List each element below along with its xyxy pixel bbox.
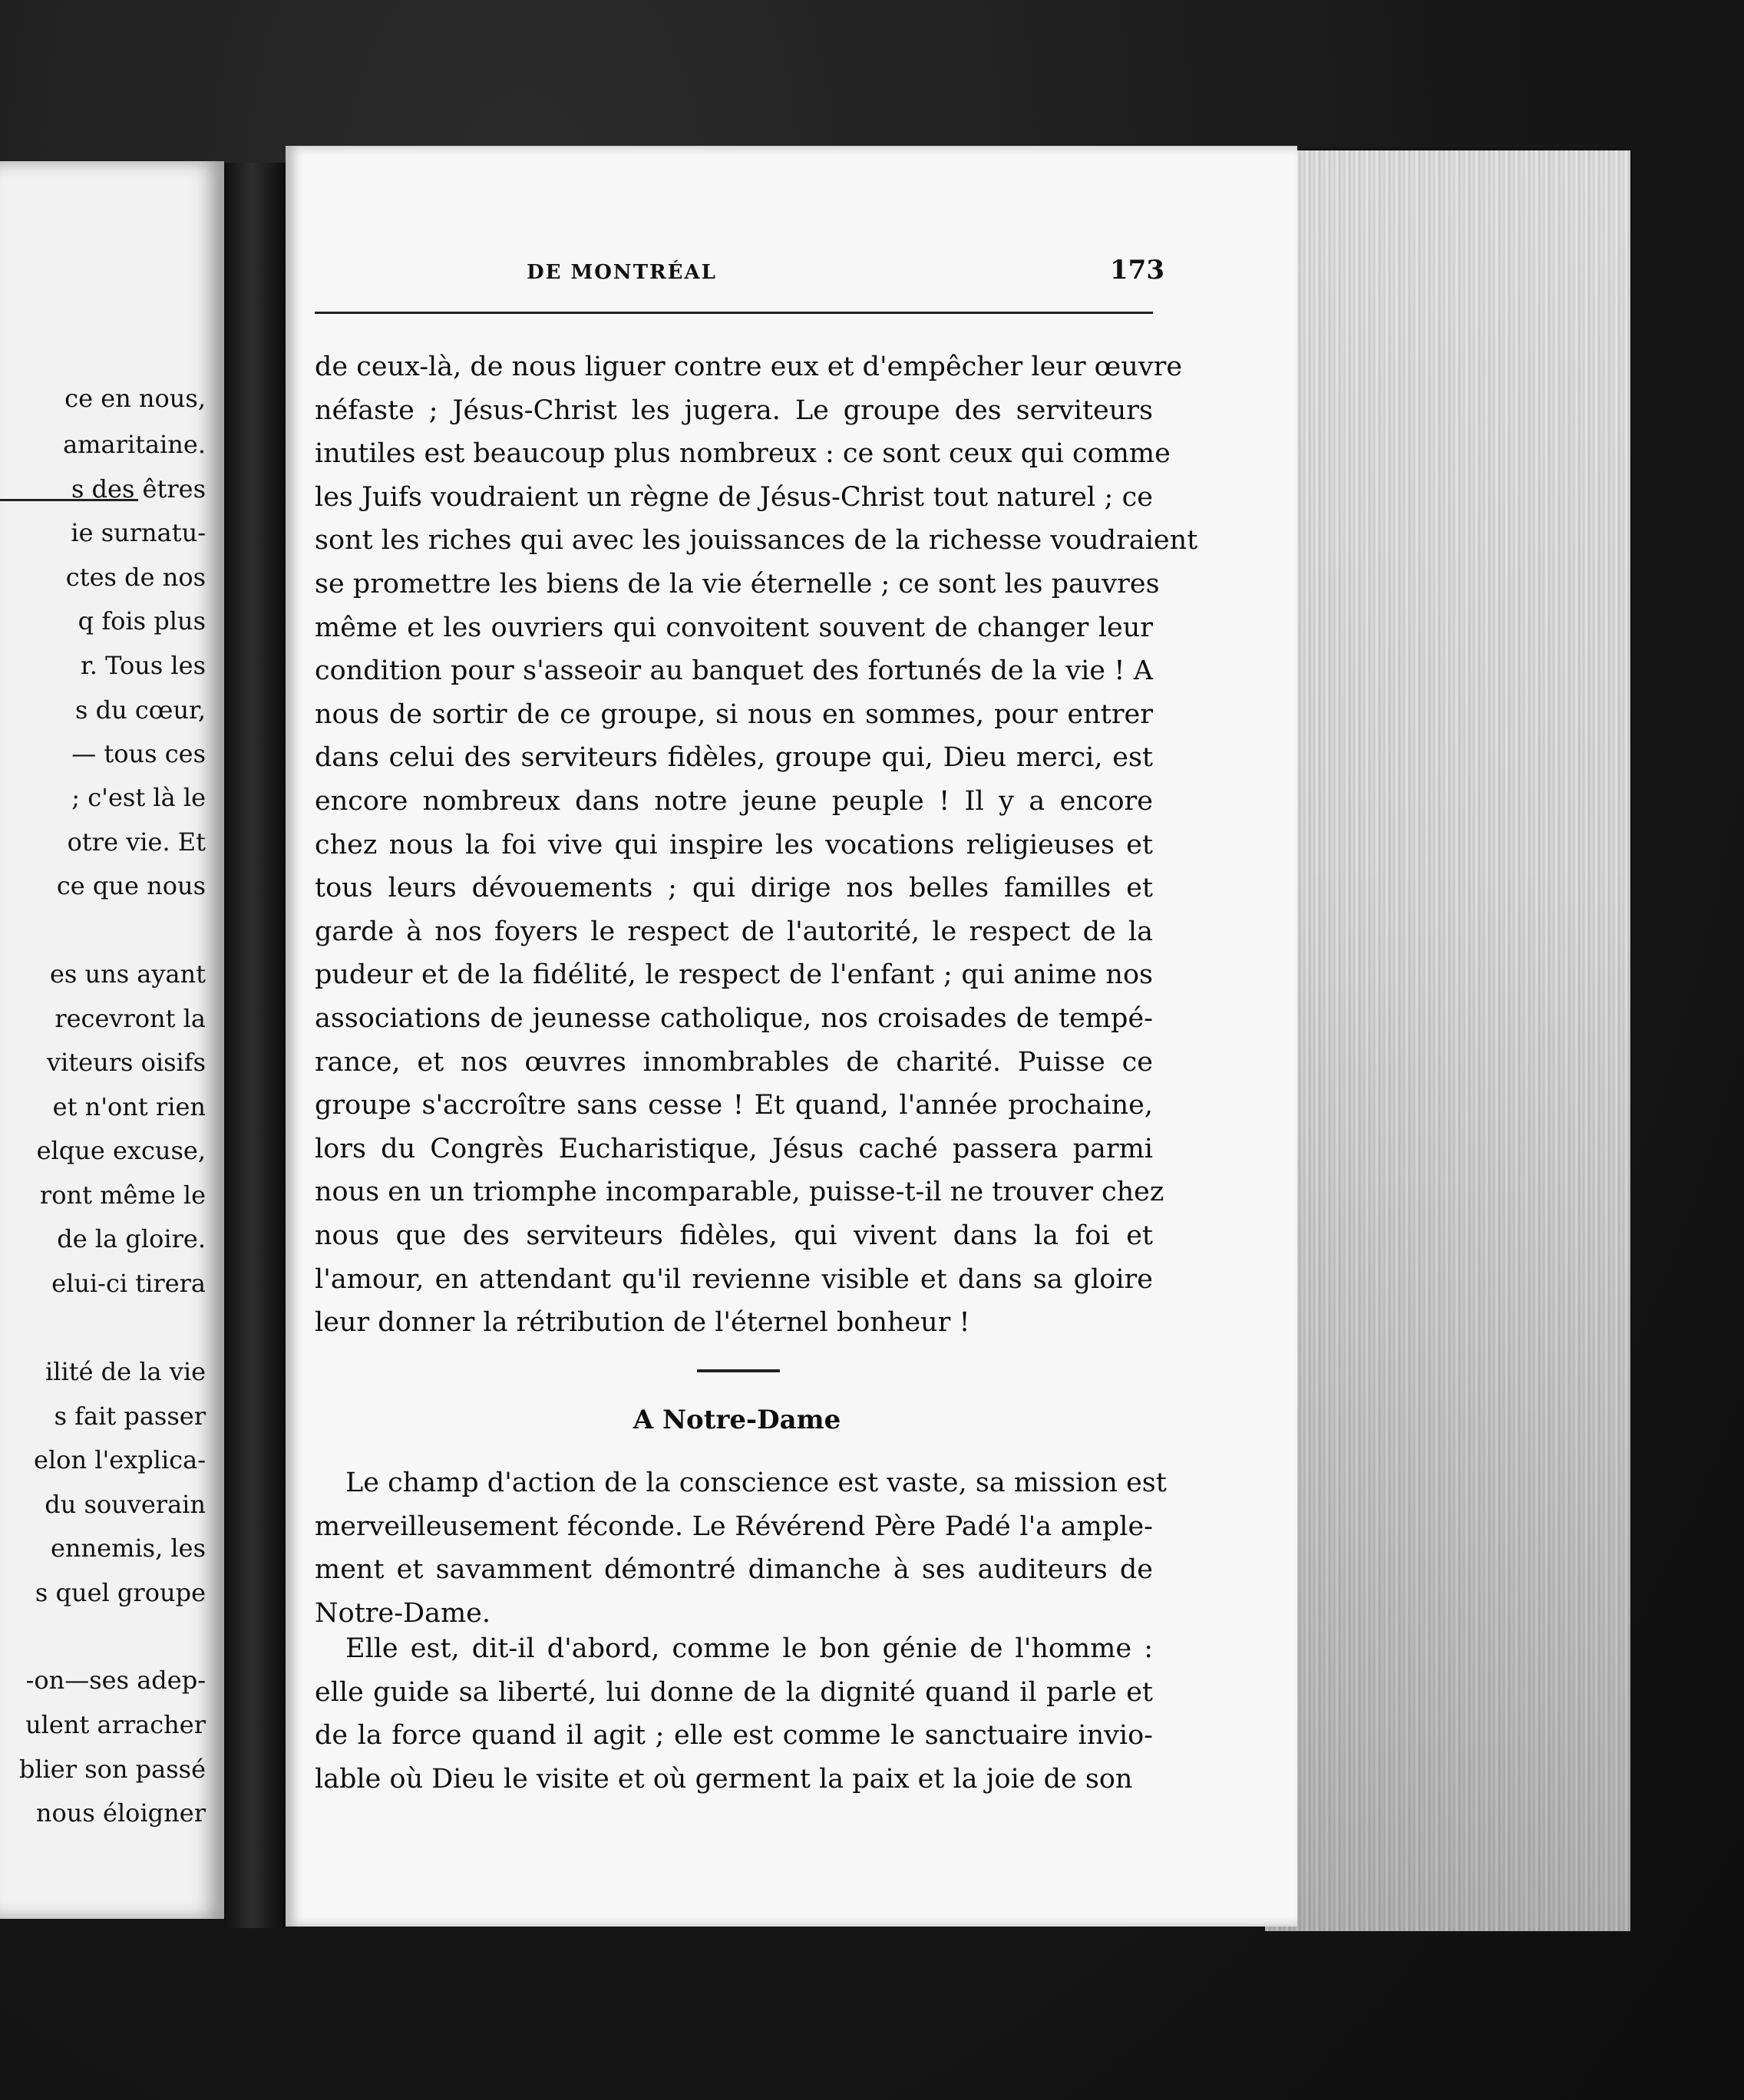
book-gutter — [224, 163, 286, 1928]
left-page-line: de la gloire. — [57, 1224, 206, 1253]
paragraph1-line: leur donner la rétribution de l'éternel bonheur ! — [315, 1307, 970, 1339]
left-page-line: — tous ces — [71, 739, 206, 768]
paragraph2-line: merveilleusement féconde. Le Révérend Père Padé l'a ample- — [315, 1511, 1153, 1542]
page-number: 173 — [1110, 255, 1164, 286]
left-page-line: s des êtres — [71, 474, 206, 504]
left-page-line: elque excuse, — [36, 1136, 206, 1165]
paragraph1-line: inutiles est beaucoup plus nombreux : ce sont ceux qui comme — [315, 438, 1171, 470]
left-page-line: elui-ci tirera — [51, 1269, 206, 1298]
left-page-line: otre vie. Et — [67, 827, 206, 857]
left-page-line: ie surnatu- — [71, 518, 206, 547]
left-page-line: es uns ayant — [49, 959, 206, 989]
left-page-line: s du cœur, — [75, 695, 206, 725]
paragraph1-line: nous de sortir de ce groupe, si nous en sommes, pour entrer — [315, 698, 1153, 730]
paragraph1-line: de ceux-là, de nous liguer contre eux et d'empêcher leur œuvre — [315, 352, 1183, 382]
header-rule — [315, 312, 1153, 314]
paragraph1-line: garde à nos foyers le respect de l'autorité, le respect de la — [315, 916, 1153, 947]
left-page-line: ; c'est là le — [71, 783, 206, 812]
left-page-line: -on—ses adep- — [25, 1666, 206, 1695]
left-page-line: ctes de nos — [65, 563, 206, 592]
paragraph1-line: même et les ouvriers qui convoitent souvent de changer leur — [315, 612, 1153, 643]
running-head: DE MONTRÉAL — [527, 261, 717, 284]
section-title: A Notre-Dame — [633, 1405, 841, 1435]
left-page-line: s quel groupe — [35, 1578, 206, 1607]
paragraph1-line: l'amour, en attendant qu'il revienne visible et dans sa gloire — [315, 1263, 1153, 1295]
left-page-line: elon l'explica- — [34, 1445, 206, 1474]
paragraph1-line: chez nous la foi vive qui inspire les vocations religieuses et — [315, 829, 1153, 860]
left-page-line: amaritaine. — [63, 430, 206, 459]
paragraph1-line: les Juifs voudraient un règne de Jésus-Christ tout naturel ; ce — [315, 481, 1153, 513]
paragraph1-line: condition pour s'asseoir au banquet des fortunés de la vie ! A — [315, 655, 1153, 687]
paragraph1-line: groupe s'accroître sans cesse ! Et quand, l'année prochaine, — [315, 1090, 1153, 1121]
paragraph3-line: Elle est, dit-il d'abord, comme le bon génie de l'homme : — [345, 1633, 1153, 1664]
left-page-line: viteurs oisifs — [46, 1048, 206, 1077]
paragraph2-line: Le champ d'action de la conscience est vaste, sa mission est — [345, 1468, 1167, 1498]
paragraph1-line: sont les riches qui avec les jouissances de la richesse voudraient — [315, 525, 1198, 556]
paragraph1-line: rance, et nos œuvres innombrables de charité. Puisse ce — [315, 1046, 1153, 1078]
paragraph3-line: lable où Dieu le visite et où germent la paix et la joie de son — [315, 1763, 1133, 1795]
paragraph1-line: associations de jeunesse catholique, nos croisades de tempé- — [315, 1003, 1153, 1034]
section-divider — [697, 1369, 780, 1372]
left-page-line: r. Tous les — [80, 651, 206, 680]
page-edges — [1265, 150, 1630, 1931]
paragraph1-line: lors du Congrès Eucharistique, Jésus caché passera parmi — [315, 1133, 1153, 1164]
left-page-line: recevront la — [54, 1004, 206, 1033]
paragraph1-line: nous en un triomphe incomparable, puisse-t-il ne trouver chez — [315, 1177, 1164, 1208]
paragraph1-line: néfaste ; Jésus-Christ les jugera. Le groupe des serviteurs — [315, 395, 1153, 426]
left-page-line: ront même le — [39, 1180, 206, 1210]
paragraph3-line: de la force quand il agit ; elle est comme le sanctuaire invio- — [315, 1720, 1153, 1751]
paragraph1-line: tous leurs dévouements ; qui dirige nos belles familles et — [315, 873, 1153, 904]
left-page-line: ce que nous — [56, 871, 206, 900]
paragraph1-line: encore nombreux dans notre jeune peuple ! Il y a encore — [315, 786, 1153, 817]
left-page-line: ulent arracher — [25, 1710, 206, 1739]
left-page-line: ilité de la vie — [45, 1357, 206, 1386]
paragraph1-line: pudeur et de la fidélité, le respect de l'enfant ; qui anime nos — [315, 959, 1153, 991]
paragraph2-line: Notre-Dame. — [315, 1597, 490, 1629]
left-page-line: nous éloigner — [35, 1798, 206, 1828]
left-page-line: blier son passé — [18, 1755, 206, 1784]
left-page-line: ce en nous, — [64, 384, 206, 413]
left-page-line: ennemis, les — [50, 1534, 206, 1563]
paragraph3-line: elle guide sa liberté, lui donne de la dignité quand il parle et — [315, 1676, 1153, 1708]
left-page-line: q fois plus — [78, 606, 206, 636]
paragraph1-line: nous que des serviteurs fidèles, qui vivent dans la foi et — [315, 1220, 1153, 1251]
left-page-line: du souverain — [45, 1490, 206, 1519]
paragraph1-line: dans celui des serviteurs fidèles, groupe qui, Dieu merci, est — [315, 742, 1153, 774]
left-page-line: et n'ont rien — [52, 1092, 206, 1121]
left-facing-page — [0, 161, 224, 1919]
paragraph2-line: ment et savamment démontré dimanche à ses auditeurs de — [315, 1554, 1153, 1585]
paragraph1-line: se promettre les biens de la vie éternelle ; ce sont les pauvres — [315, 569, 1160, 599]
left-page-line: s fait passer — [54, 1402, 206, 1431]
